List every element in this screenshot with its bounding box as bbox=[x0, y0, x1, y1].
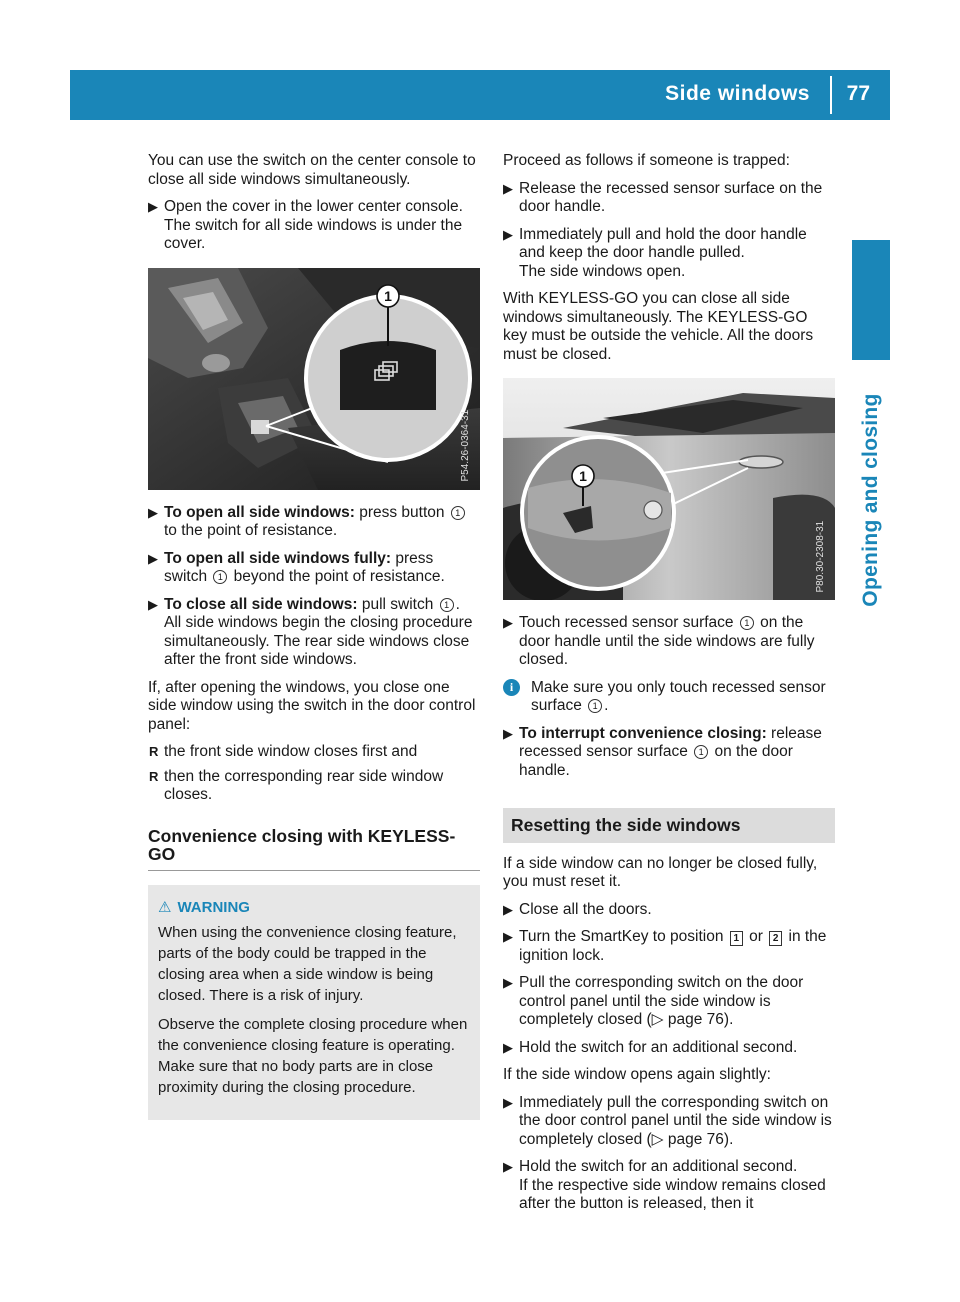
warning-text: Observe the complete closing procedure when the convenience closing feature is operating. Make sure that no body parts are in close proximity during the closing procedure. bbox=[158, 1015, 468, 1096]
step-text: Touch recessed sensor surface bbox=[519, 614, 738, 631]
figure-code: P80.30-2308-31 bbox=[815, 520, 827, 592]
step-text: on the door handle. bbox=[519, 743, 793, 779]
step-text: Open the cover in the lower center console. The switch for all side windows is under the cover. bbox=[164, 198, 463, 252]
step-arrow-icon: ▶ bbox=[503, 1159, 513, 1174]
step-arrow-icon: ▶ bbox=[503, 1039, 513, 1055]
key-position-1-icon: 1 bbox=[730, 931, 743, 946]
body-paragraph: If a side window can no longer be closed fully, you must reset it. bbox=[503, 854, 818, 890]
side-tab-block bbox=[852, 240, 890, 360]
door-handle-figure bbox=[503, 378, 835, 600]
step-text: to the point of resistance. bbox=[164, 522, 338, 539]
step-bold-label: To close all side windows: bbox=[164, 595, 358, 613]
list-item-text: the front side window closes first and bbox=[164, 743, 418, 760]
step-text: Close all the doors. bbox=[519, 900, 652, 918]
step-text: or bbox=[744, 928, 768, 945]
step-text: Hold the switch for an additional second. bbox=[519, 1038, 798, 1056]
step-text: press button bbox=[354, 503, 449, 521]
figure2-callout: 1 bbox=[579, 468, 587, 484]
step-arrow-icon: ▶ bbox=[148, 199, 158, 214]
warning-triangle-icon: ⚠ bbox=[158, 898, 172, 916]
step-text: in the ignition lock. bbox=[519, 928, 827, 964]
instruction-step bbox=[148, 550, 480, 587]
page-header bbox=[70, 70, 890, 120]
step-text: Immediately pull and hold the door handle and keep the door handle pulled. bbox=[519, 225, 807, 261]
instruction-step bbox=[503, 928, 835, 965]
step-text: Immediately pull the corresponding switch on the door control panel until the side window is completely closed (▷ page 76). bbox=[519, 1093, 832, 1148]
step-text: press switch bbox=[164, 549, 434, 585]
header-divider bbox=[830, 76, 832, 114]
step-text: release recessed sensor surface bbox=[519, 724, 822, 760]
left-column bbox=[148, 152, 480, 1120]
step-result-text: If the respective side window remains closed after the button is released, then it bbox=[519, 1176, 826, 1212]
step-text: Turn the SmartKey to position bbox=[519, 928, 728, 945]
step-arrow-icon: ▶ bbox=[148, 504, 158, 520]
intro-text: You can use the switch on the center console to close all side windows simultaneously. bbox=[148, 152, 476, 188]
info-text: . bbox=[604, 697, 609, 714]
warning-label: WARNING bbox=[177, 898, 250, 916]
step-text: pull switch bbox=[357, 595, 438, 613]
warning-box bbox=[148, 885, 480, 1120]
step-text: Pull the corresponding switch on the door control panel until the side window is completely closed (▷ page 76). bbox=[519, 974, 804, 1028]
callout-1-icon: 1 bbox=[740, 616, 754, 630]
body-paragraph: If the side window opens again slightly: bbox=[503, 1066, 771, 1083]
step-text: beyond the point of resistance. bbox=[229, 568, 445, 585]
list-item-text: then the corresponding rear side window closes. bbox=[164, 767, 444, 803]
list-item bbox=[148, 768, 480, 805]
step-bold-label: To open all side windows fully: bbox=[164, 549, 392, 567]
callout-1-icon: 1 bbox=[440, 598, 454, 612]
instruction-step bbox=[503, 974, 835, 1030]
step-arrow-icon: ▶ bbox=[148, 596, 158, 612]
bullet-icon: R bbox=[149, 744, 159, 759]
step-arrow-icon: ▶ bbox=[503, 975, 513, 990]
step-text: Hold the switch for an additional second. bbox=[519, 1158, 798, 1175]
info-text: Make sure you only touch recessed sensor surface bbox=[531, 678, 826, 714]
step-bold-label: To open all side windows: bbox=[164, 503, 355, 521]
figure-code: P54.26-0364-31 bbox=[460, 409, 472, 482]
step-arrow-icon: ▶ bbox=[503, 615, 513, 630]
step-arrow-icon: ▶ bbox=[503, 929, 513, 944]
body-paragraph: With KEYLESS-GO you can close all side windows simultaneously. The KEYLESS-GO key must be outside the vehicle. All the doors must be closed. bbox=[503, 290, 814, 363]
console-switch-illustration bbox=[148, 268, 480, 490]
bullet-icon: R bbox=[149, 768, 159, 784]
info-icon: i bbox=[503, 679, 520, 696]
instruction-step bbox=[503, 1039, 835, 1058]
instruction-step bbox=[148, 504, 480, 541]
callout-1-icon: 1 bbox=[451, 506, 465, 520]
right-column bbox=[503, 152, 835, 1223]
instruction-step bbox=[503, 1158, 835, 1214]
warning-text: When using the convenience closing feature, parts of the body could be trapped in the closing area when a side window is being closed. There is a risk of injury. bbox=[158, 923, 457, 1004]
console-switch-figure bbox=[148, 268, 480, 490]
section-heading: Convenience closing with KEYLESS-GO bbox=[148, 827, 480, 871]
step-text: . All side windows begin the closing procedure simultaneously. The rear side windows close after the front side windows. bbox=[164, 595, 473, 668]
step-arrow-icon: ▶ bbox=[503, 901, 513, 917]
step-text: on the door handle until the side windows are fully closed. bbox=[519, 614, 815, 668]
step-bold-label: To interrupt convenience closing: bbox=[519, 724, 767, 742]
side-tab bbox=[852, 370, 890, 630]
door-handle-illustration bbox=[503, 378, 835, 600]
instruction-step bbox=[503, 226, 835, 282]
section-heading-bar: Resetting the side windows bbox=[503, 808, 835, 843]
instruction-step bbox=[148, 596, 480, 670]
warning-heading bbox=[158, 897, 470, 918]
page-number: 77 bbox=[846, 82, 870, 105]
step-arrow-icon: ▶ bbox=[503, 725, 513, 741]
body-paragraph: If, after opening the windows, you close one side window using the switch in the door control panel: bbox=[148, 678, 476, 733]
instruction-step bbox=[503, 901, 835, 920]
callout-1-icon: 1 bbox=[213, 570, 227, 584]
step-arrow-icon: ▶ bbox=[503, 1094, 513, 1110]
instruction-step bbox=[148, 198, 480, 254]
key-position-2-icon: 2 bbox=[769, 931, 782, 946]
step-arrow-icon: ▶ bbox=[503, 226, 513, 242]
instruction-step bbox=[503, 614, 835, 670]
side-tab-label: Opening and closing bbox=[859, 393, 882, 607]
instruction-step bbox=[503, 1094, 835, 1150]
figure1-callout: 1 bbox=[384, 287, 392, 304]
list-item bbox=[148, 743, 480, 762]
instruction-step bbox=[503, 180, 835, 217]
instruction-step bbox=[503, 725, 835, 781]
body-paragraph: Proceed as follows if someone is trapped: bbox=[503, 152, 790, 169]
step-arrow-icon: ▶ bbox=[503, 180, 513, 196]
info-note bbox=[503, 679, 835, 716]
step-text: Release the recessed sensor surface on the door handle. bbox=[519, 179, 823, 215]
header-title: Side windows bbox=[665, 82, 810, 105]
callout-1-icon: 1 bbox=[694, 745, 708, 759]
callout-1-icon: 1 bbox=[588, 699, 602, 713]
step-result-text: The side windows open. bbox=[519, 262, 686, 280]
step-arrow-icon: ▶ bbox=[148, 550, 158, 566]
